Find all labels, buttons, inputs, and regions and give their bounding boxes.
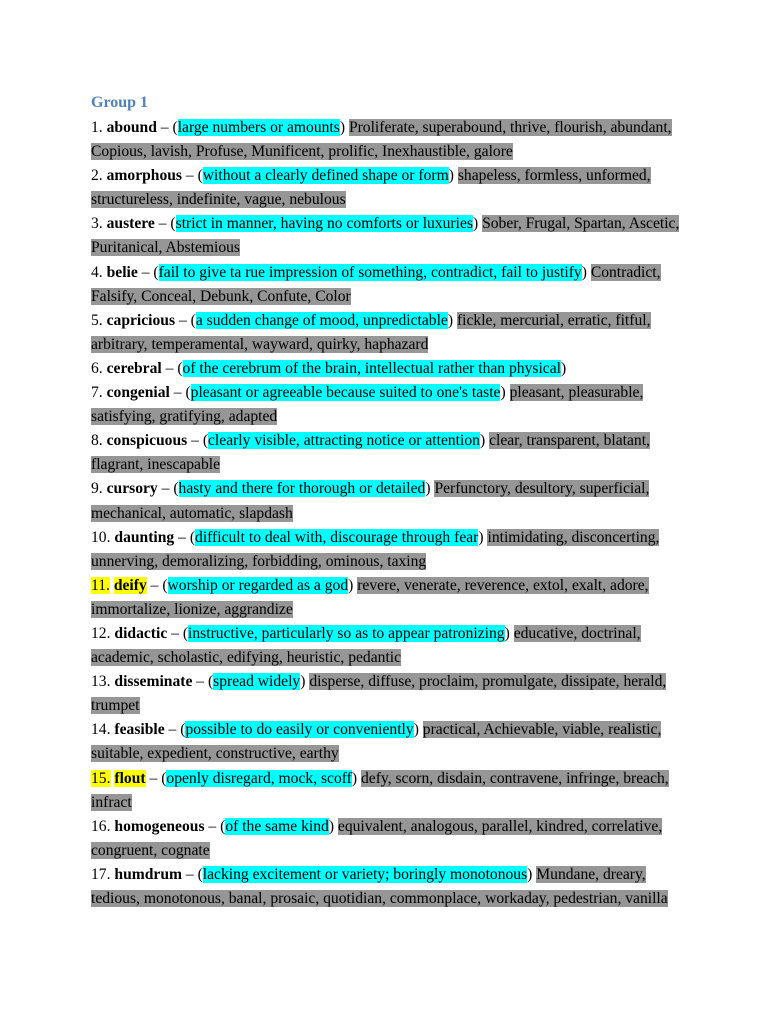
entry-number: 6. [91, 359, 103, 377]
entry-definition: instructive, particularly so as to appear patronizing [188, 624, 505, 642]
entry-word: abound [106, 119, 157, 136]
vocab-entry: 3. austere – (strict in manner, having no comforts or luxuries) Sober, Frugal, Spartan, Ascetic, Puritanical, Abstemious [91, 215, 680, 257]
vocab-entry: 13. disseminate – (spread widely) disperse, diffuse, proclaim, promulgate, dissipate, herald, trumpet [91, 673, 667, 715]
entry-word: deify [113, 576, 147, 594]
vocab-entry: 4. belie – (fail to give ta rue impression of something, contradict, fail to justify) Contradict, Falsify, Conceal, Debunk, Confute, Color [91, 263, 661, 305]
vocab-entry: 7. congenial – (pleasant or agreeable because suited to one's taste) pleasant, pleasurable, satisfying, gratifying, adapted [91, 384, 644, 426]
entry-definition: large numbers or amounts [177, 119, 340, 136]
vocab-entry: 14. feasible – (possible to do easily or conveniently) practical, Achievable, viable, realistic, suitable, expedient, constructive, earthy [91, 721, 662, 763]
entry-synonyms: Contradict, Falsify, Conceal, Debunk, Confute, Color [91, 263, 661, 305]
vocab-entry: 15. flout – (openly disregard, mock, scoff) defy, scorn, disdain, contravene, infringe, breach, infract [91, 769, 669, 811]
entry-number: 5. [91, 311, 103, 329]
vocab-entry: 9. cursory – (hasty and there for thorough or detailed) Perfunctory, desultory, superficial, mechanical, automatic, slapdash [91, 480, 650, 522]
entry-synonyms: revere, venerate, reverence, extol, exalt, adore, immortalize, lionize, aggrandize [91, 576, 649, 618]
entry-definition: strict in manner, having no comforts or luxuries [175, 215, 473, 233]
vocab-entry: 12. didactic – (instructive, particularly so as to appear patronizing) educative, doctrinal, academic, scholastic, edifying, heuristic, pedantic [91, 624, 641, 667]
entry-synonyms: practical, Achievable, viable, realistic, suitable, expedient, constructive, earthy [91, 721, 662, 763]
entry-number: 2. [91, 167, 103, 185]
entry-word: didactic [114, 624, 168, 642]
entry-number: 4. [91, 263, 103, 281]
entry-definition: clearly visible, attracting notice or attention [208, 432, 480, 450]
entry-word: congenial [106, 384, 170, 402]
entry-synonyms: shapeless, formless, unformed, structureless, indefinite, vague, nebulous [91, 167, 651, 209]
vocab-entry: 2. amorphous – (without a clearly defined shape or form) shapeless, formless, unformed, structureless, indefinite, vague, nebulous [91, 167, 651, 209]
vocab-entry: 11. deify – (worship or regarded as a god) revere, venerate, reverence, extol, exalt, adore, immortalize, lionize, aggrandize [91, 576, 649, 618]
entry-synonyms: Sober, Frugal, Spartan, Ascetic, Puritanical, Abstemious [91, 215, 680, 257]
entry-number: 11. [91, 576, 110, 594]
entry-synonyms: clear, transparent, blatant, flagrant, inescapable [91, 432, 650, 474]
entry-word: amorphous [106, 167, 182, 185]
entry-synonyms: educative, doctrinal, academic, scholastic, edifying, heuristic, pedantic [91, 624, 641, 667]
entry-synonyms: Perfunctory, desultory, superficial, mechanical, automatic, slapdash [91, 480, 650, 522]
entry-definition: pleasant or agreeable because suited to one's taste [190, 384, 501, 402]
entry-word: austere [106, 215, 155, 233]
entry-number: 17. [91, 865, 111, 883]
entry-word: humdrum [114, 865, 182, 883]
entry-synonyms: pleasant, pleasurable, satisfying, gratifying, adapted [91, 384, 644, 426]
entry-definition: openly disregard, mock, scoff [166, 769, 352, 787]
entry-number: 12. [91, 624, 111, 642]
vocab-entry: 10. daunting – (difficult to deal with, discourage through fear) intimidating, disconcerting, unnerving, demoralizing, forbidding, ominous, taxing [91, 528, 660, 570]
entry-definition: of the same kind [225, 817, 329, 835]
entry-definition: a sudden change of mood, unpredictable [195, 311, 448, 329]
vocab-entry: 17. humdrum – (lacking excitement or variety; boringly monotonous) Mundane, dreary, tedious, monotonous, banal, prosaic, quotidian, commonplace, workaday, pedestrian, vanilla [91, 865, 668, 907]
entry-definition: difficult to deal with, discourage through fear [195, 528, 479, 546]
entry-definition: possible to do easily or conveniently [185, 721, 414, 739]
group-heading: Group 1 [91, 94, 149, 111]
vocabulary-list [91, 116, 691, 911]
entry-synonyms: intimidating, disconcerting, unnerving, demoralizing, forbidding, ominous, taxing [91, 528, 660, 570]
entry-number: 9. [91, 480, 103, 498]
vocab-entry: 16. homogeneous – (of the same kind) equivalent, analogous, parallel, kindred, correlative, congruent, cognate [91, 817, 663, 859]
entry-synonyms: Mundane, dreary, tedious, monotonous, banal, prosaic, quotidian, commonplace, workaday, pedestrian, vanilla [91, 865, 668, 907]
entry-number: 3. [91, 215, 103, 233]
entry-number: 8. [91, 432, 103, 450]
entry-synonyms: defy, scorn, disdain, contravene, infringe, breach, infract [91, 769, 669, 811]
entry-word: capricious [106, 311, 176, 329]
vocab-entry: 5. capricious – (a sudden change of mood, unpredictable) fickle, mercurial, erratic, fitful, arbitrary, temperamental, wayward, quirky, haphazard [91, 311, 651, 353]
vocab-entry: 6. cerebral – (of the cerebrum of the brain, intellectual rather than physical) [91, 359, 567, 377]
entry-synonyms: Proliferate, superabound, thrive, flourish, abundant, Copious, lavish, Profuse, Munificent, prolific, Inexhaustible, galore [91, 119, 672, 161]
entry-number: 7. [91, 384, 103, 402]
entry-word: feasible [114, 721, 165, 739]
entry-definition: lacking excitement or variety; boringly monotonous [202, 865, 528, 883]
entry-word: belie [106, 263, 138, 281]
vocab-entry: 8. conspicuous – (clearly visible, attracting notice or attention) clear, transparent, blatant, flagrant, inescapable [91, 432, 650, 474]
entry-definition: without a clearly defined shape or form [202, 167, 449, 185]
entry-word: daunting [114, 528, 175, 546]
entry-definition: of the cerebrum of the brain, intellectual rather than physical [182, 359, 561, 377]
entry-definition: fail to give ta rue impression of something, contradict, fail to justify [158, 263, 582, 281]
entry-word: cursory [106, 480, 158, 498]
entry-number: 13. [91, 673, 111, 691]
vocab-entry: 1. abound – (large numbers or amounts) Proliferate, superabound, thrive, flourish, abundant, Copious, lavish, Profuse, Munificent, prolific, Inexhaustible, galore [91, 119, 672, 161]
entry-number: 10. [91, 528, 111, 546]
entry-number: 1. [91, 119, 103, 136]
entry-word: cerebral [106, 359, 162, 377]
entry-word: conspicuous [106, 432, 188, 450]
entry-number: 14. [91, 721, 111, 739]
entry-synonyms: disperse, diffuse, proclaim, promulgate, dissipate, herald, trumpet [91, 673, 667, 715]
entry-number: 16. [91, 817, 111, 835]
entry-synonyms: equivalent, analogous, parallel, kindred, correlative, congruent, cognate [91, 817, 663, 859]
entry-word: flout [114, 769, 146, 787]
entry-definition: worship or regarded as a god [167, 576, 349, 594]
entry-definition: spread widely [213, 673, 301, 691]
entry-definition: hasty and there for thorough or detailed [178, 480, 426, 498]
entry-number: 15. [91, 769, 111, 787]
entry-word: homogeneous [114, 817, 205, 835]
entry-synonyms: fickle, mercurial, erratic, fitful, arbitrary, temperamental, wayward, quirky, haphazard [91, 311, 651, 353]
entry-word: disseminate [114, 673, 193, 691]
